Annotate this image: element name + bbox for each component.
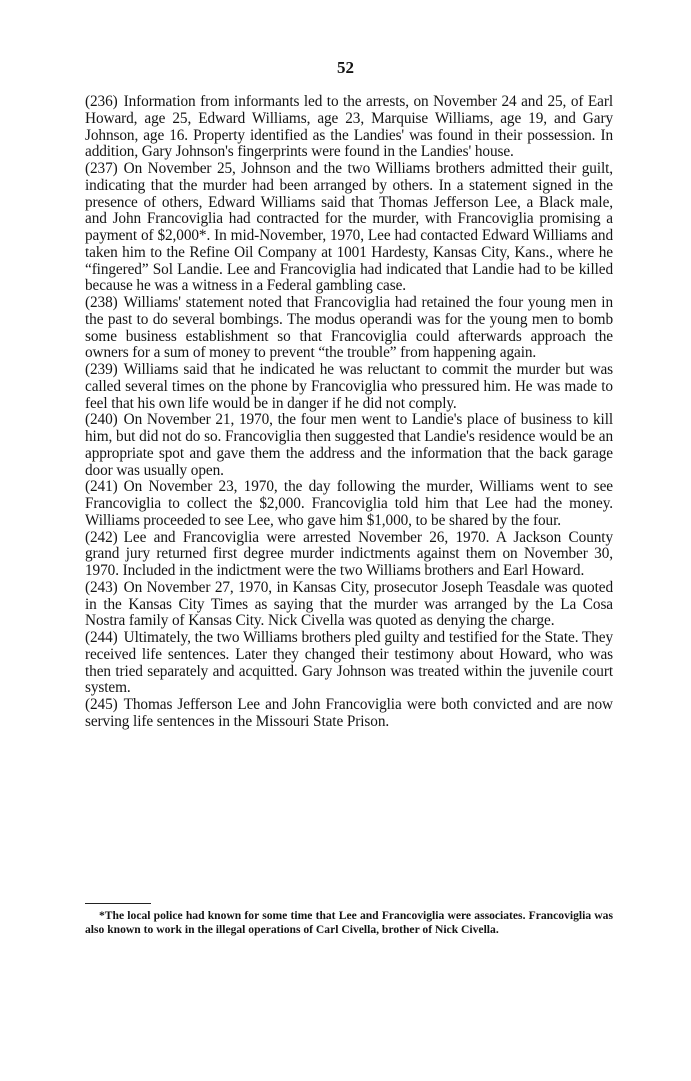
page-number: 52	[337, 58, 354, 77]
paragraph-number: (238)	[85, 294, 118, 311]
paragraph-text: On November 27, 1970, in Kansas City, prosecutor Joseph Teasdale was quoted in the Kansas City Times as saying that the murder was arranged by the La Cosa Nostra family of Kansas City. Nick Civella was quoted as denying the charge.	[85, 578, 613, 630]
paragraph-240	[85, 412, 613, 479]
paragraph-number: (245)	[85, 696, 118, 713]
paragraph-239	[85, 362, 613, 412]
paragraph-number: (243)	[85, 578, 118, 596]
paragraph-text: Ultimately, the two Williams brothers pled guilty and testified for the State. They received life sentences. Later they changed their testimony about Howard, who was then tried separately and acquitted. Gary Johnson was treated within the juvenile court system.	[85, 629, 613, 697]
paragraph-text: Information from informants led to the arrests, on November 24 and 25, of Earl Howard, age 25, Edward Williams, age 23, Marquise Williams, age 19, and Gary Johnson, age 16. Property identified as the Landies' was found in their possession. In addition, Gary Johnson's fingerprints were found in the Landies' house.	[85, 93, 613, 161]
paragraph-243	[85, 580, 613, 630]
paragraph-text: Lee and Francoviglia were arrested November 26, 1970. A Jackson County grand jury returned first degree murder indictments against them on November 30, 1970. Included in the indictment were the two Williams brothers and Earl Howard.	[85, 528, 613, 579]
paragraph-236	[85, 94, 613, 161]
paragraph-number: (240)	[85, 411, 118, 429]
body-text	[85, 94, 613, 731]
paragraph-text: On November 25, Johnson and the two Williams brothers admitted their guilt, indicating that the murder had been arranged by others. In a statement signed in the presence of others, Edward Williams said that Thomas Jefferson Lee, a Black male, and John Francoviglia had contracted for the murder, with Francoviglia promising a payment of $2,000*. In mid-November, 1970, Lee had contacted Edward Williams and taken him to the Refine Oil Company at 1001 Hardesty, Kansas City, Kans., where he “fingered” Sol Landie. Lee and Francoviglia had indicated that Landie had to be killed because he was a witness in a Federal gambling case.	[85, 160, 613, 295]
footnote: *The local police had known for some time that Lee and Francoviglia were associates. Francoviglia was also known to work in the illegal operations of Carl Civella, brother of Nick Civella.	[85, 909, 613, 936]
paragraph-text: On November 21, 1970, the four men went to Landie's place of business to kill him, but did not do so. Francoviglia then suggested that Landie's residence would be an appropriate spot and gave them the address and the information that the back garage door was usually open.	[85, 411, 613, 479]
paragraph-245	[85, 697, 613, 731]
paragraph-242	[85, 530, 613, 580]
paragraph-237	[85, 161, 613, 295]
paragraph-244	[85, 630, 613, 697]
paragraph-number: (242)	[85, 528, 118, 546]
paragraph-241	[85, 479, 613, 529]
paragraph-number: (237)	[85, 160, 118, 177]
paragraph-text: On November 23, 1970, the day following the murder, Williams went to see Francoviglia to collect the $2,000. Francoviglia told him that Lee had the money. Williams proceeded to see Lee, who gave him $1,000, to be shared by the four.	[85, 478, 613, 529]
paragraph-text: Williams' statement noted that Francoviglia had retained the four young men in the past to do several bombings. The modus operandi was for the young men to bomb some business establishment so that Francoviglia could afterwards approach the owners for a sum of money to prevent “the trouble” from happening again.	[85, 294, 613, 362]
paragraph-number: (244)	[85, 629, 118, 646]
paragraph-number: (241)	[85, 478, 118, 496]
paragraph-number: (239)	[85, 361, 118, 378]
footnote-divider	[85, 903, 151, 904]
paragraph-text: Thomas Jefferson Lee and John Francoviglia were both convicted and are now serving life sentences in the Missouri State Prison.	[85, 696, 613, 730]
paragraph-text: Williams said that he indicated he was reluctant to commit the murder but was called several times on the phone by Francoviglia who pressured him. He was made to feel that his own life would be in danger if he did not comply.	[85, 361, 613, 412]
paragraph-number: (236)	[85, 93, 118, 110]
paragraph-238	[85, 295, 613, 362]
